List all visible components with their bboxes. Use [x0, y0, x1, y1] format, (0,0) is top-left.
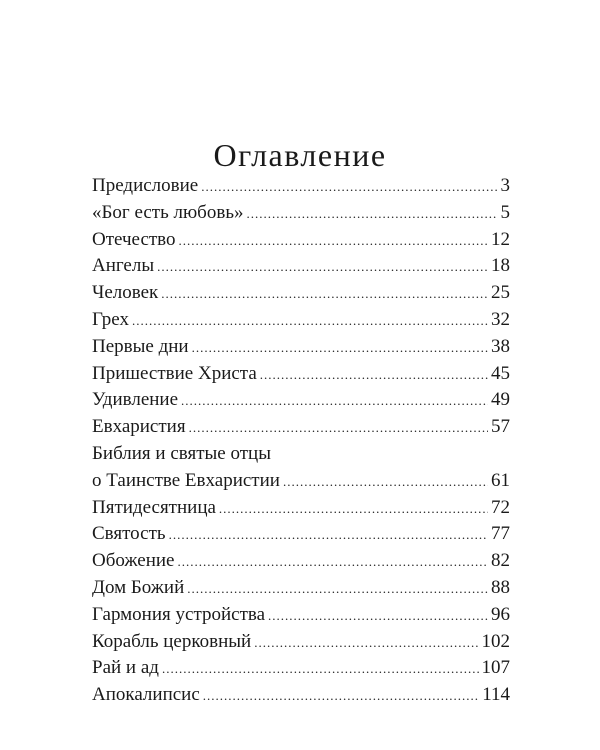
- toc-entry-page: 88: [491, 576, 510, 598]
- toc-dot-leader: [178, 549, 489, 576]
- toc-entry-label: Обожение: [92, 550, 175, 572]
- toc-entry-page: 77: [491, 523, 510, 545]
- toc-entry: [92, 173, 510, 200]
- page-title: Оглавление: [213, 137, 387, 174]
- toc-entry-label: Корабль церковный: [92, 630, 252, 652]
- toc-entry: [92, 334, 510, 361]
- toc-dot-leader: [283, 469, 488, 496]
- toc-dot-leader: [132, 308, 488, 335]
- toc-entry: [92, 253, 510, 280]
- toc-entry-page: 72: [491, 496, 510, 518]
- toc-dot-leader: [161, 281, 488, 308]
- toc-entry: [92, 387, 510, 414]
- toc-entry: [92, 495, 510, 522]
- toc-entry: [92, 227, 510, 254]
- toc-entry-label: Евхаристия: [92, 416, 186, 438]
- toc-entry-page: 82: [491, 550, 510, 572]
- toc-entry-page: 18: [491, 255, 510, 277]
- toc-entry: [92, 682, 510, 709]
- toc-entry-label: Предисловие: [92, 175, 199, 196]
- toc-entry: [92, 602, 510, 629]
- toc-entry-page: 61: [491, 469, 510, 491]
- toc-entry-page: 49: [491, 389, 510, 411]
- toc-entry-label: Удивление: [92, 389, 179, 411]
- toc-entry-page: 12: [491, 228, 510, 250]
- toc-entry-page: 102: [481, 630, 510, 652]
- toc-entry: [92, 629, 510, 656]
- toc-entry-page: 45: [491, 362, 510, 384]
- toc-entry: [92, 414, 510, 441]
- toc-entry-page: 38: [491, 335, 510, 357]
- toc-dot-leader: [179, 228, 488, 255]
- toc-entry: [92, 655, 510, 682]
- toc-dot-leader: [254, 630, 478, 657]
- toc-entry-label: Дом Божий: [92, 576, 185, 598]
- toc-entry-label-line1: Библия и святые отцы: [92, 442, 271, 464]
- toc-entry: [92, 307, 510, 334]
- toc-entry-label: «Бог есть любовь»: [92, 201, 244, 223]
- toc-entry-label: о Таинстве Евхаристии: [92, 469, 280, 491]
- toc-dot-leader: [181, 388, 488, 415]
- toc-entry: [92, 280, 510, 307]
- toc-entry-label: Грех: [92, 308, 129, 330]
- toc-dot-leader: [187, 576, 488, 603]
- toc-entry-label: Рай и ад: [92, 657, 159, 679]
- toc-dot-leader: [157, 254, 488, 281]
- toc-dot-leader: [192, 335, 488, 362]
- table-of-contents: [92, 173, 510, 709]
- toc-dot-leader: [268, 603, 488, 630]
- toc-entry-page: 32: [491, 308, 510, 330]
- toc-dot-leader: [219, 496, 488, 523]
- toc-entry-page: 5: [500, 201, 510, 223]
- toc-dot-leader: [169, 522, 488, 549]
- toc-entry: [92, 521, 510, 548]
- toc-entry: [92, 548, 510, 575]
- toc-entry: [92, 200, 510, 227]
- toc-entry-label: Отечество: [92, 228, 176, 250]
- toc-entry-page: 107: [481, 657, 510, 679]
- toc-entry: [92, 575, 510, 602]
- toc-entry: [92, 468, 510, 495]
- toc-entry-label: Ангелы: [92, 255, 155, 277]
- toc-dot-leader: [201, 174, 497, 201]
- toc-entry-page: 114: [482, 684, 510, 706]
- toc-entry-label: Гармония устройства: [92, 603, 266, 625]
- toc-dot-leader: [203, 683, 479, 710]
- toc-entry-label: Святость: [92, 523, 166, 545]
- toc-entry-label: Первые дни: [92, 335, 189, 357]
- toc-entry: [92, 361, 510, 388]
- toc-dot-leader: [162, 656, 479, 683]
- toc-dot-leader: [247, 201, 498, 228]
- toc-entry-label: Пришествие Христа: [92, 362, 257, 384]
- toc-entry-label: Пятидесятница: [92, 496, 216, 518]
- toc-dot-leader: [260, 362, 488, 389]
- toc-entry-page: 57: [491, 416, 510, 438]
- toc-entry-continuation: [92, 441, 510, 468]
- toc-entry-label: Человек: [92, 282, 159, 304]
- toc-entry-page: 96: [491, 603, 510, 625]
- toc-entry-page: 25: [491, 282, 510, 304]
- toc-entry-label: Апокалипсис: [92, 684, 200, 706]
- toc-dot-leader: [189, 415, 488, 442]
- toc-entry-page: 3: [500, 175, 510, 196]
